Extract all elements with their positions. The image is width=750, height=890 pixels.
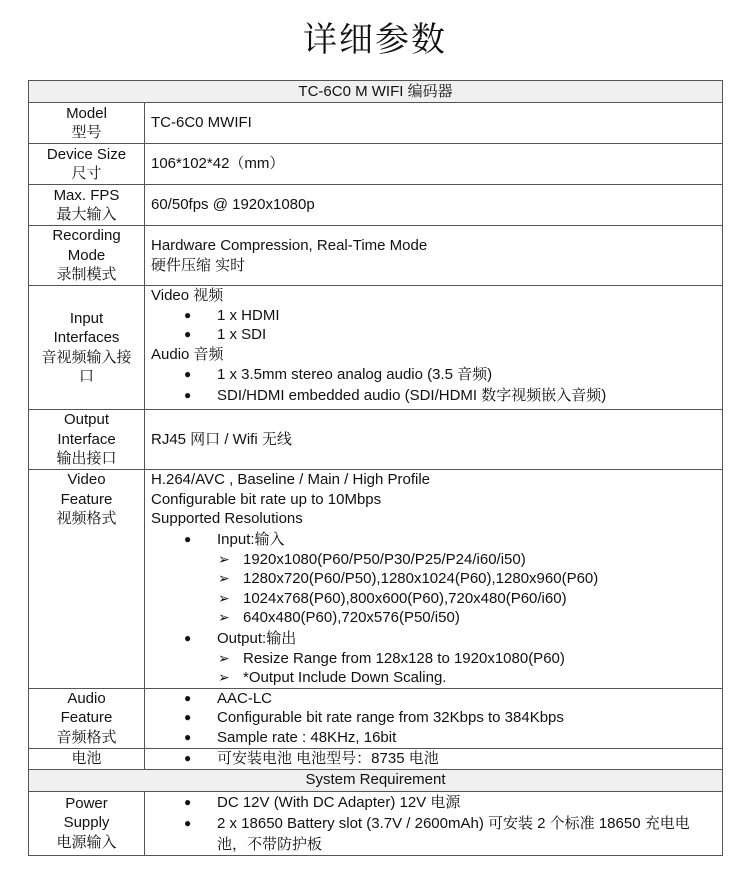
arrow-item: ➢ 640x480(P60),720x576(P50/i50): [151, 608, 716, 628]
recording-line: Hardware Compression, Real-Time Mode: [151, 237, 428, 254]
label-en: Supply: [63, 814, 110, 832]
spec-table: [28, 80, 723, 856]
label-zh: 型号: [71, 124, 102, 141]
label-zh: 音视频输入接: [41, 348, 132, 366]
row-label-output: [29, 410, 145, 470]
row-label-input: [29, 286, 145, 410]
feature-line: Configurable bit rate up to 10Mbps: [151, 490, 382, 508]
table-header-row: [29, 81, 723, 103]
table-row: [29, 688, 723, 748]
size-value: 106*102*42（mm）: [145, 144, 723, 185]
label-zh: 音频格式: [56, 728, 117, 746]
table-row: [29, 748, 723, 769]
output-value: RJ45 网口 / Wifi 无线: [145, 410, 723, 470]
label-en: Feature: [60, 709, 113, 727]
row-label-model: [29, 103, 145, 144]
bullet-item: ● AAC-LC: [151, 689, 716, 709]
label-en: Mode: [67, 246, 106, 264]
bullet-item: ● 1 x HDMI: [151, 306, 716, 326]
bullet-item: ● Output:输出: [151, 628, 716, 649]
label-zh: 最大输入: [56, 206, 117, 223]
video-heading: Video 视频: [151, 287, 224, 304]
table-row: [29, 286, 723, 410]
power-value: [145, 791, 723, 855]
bullet-item: ● Input:输入: [151, 529, 716, 550]
input-value: [145, 286, 723, 410]
label-en: Recording: [52, 227, 121, 245]
bullet-item: ● 1 x 3.5mm stereo analog audio (3.5 音频): [151, 364, 716, 385]
page-title: 详细参数: [303, 20, 447, 60]
bullet-item: ● 1 x SDI: [151, 325, 716, 345]
label-zh: 尺寸: [71, 165, 102, 182]
table-row: [29, 144, 723, 185]
label-en: Power: [65, 794, 108, 812]
bullet-item: ● 可安装电池 电池型号：8735 电池: [151, 749, 716, 769]
label-en: Model: [66, 104, 107, 122]
label-en: Audio: [67, 689, 106, 707]
fps-value: 60/50fps @ 1920x1080p: [145, 185, 723, 226]
row-label-fps: [29, 185, 145, 226]
label-en: Input: [69, 309, 104, 327]
audio-heading: Audio 音频: [151, 345, 224, 363]
row-label-recording: [29, 226, 145, 286]
row-label-power: [29, 791, 145, 855]
product-header: TC-6C0 M WIFI 编码器: [29, 81, 723, 103]
battery-value: [145, 748, 723, 769]
label-zh: 录制模式: [56, 266, 117, 284]
label-zh: 视频格式: [56, 510, 117, 527]
bullet-item: ● DC 12V (With DC Adapter) 12V 电源: [151, 792, 716, 813]
label-zh: 口: [78, 368, 94, 385]
recording-value: [145, 226, 723, 286]
label-en: Max. FPS: [53, 186, 120, 204]
bullet-item: ● SDI/HDMI embedded audio (SDI/HDMI 数字视频嵌入音频): [151, 385, 716, 406]
feature-line: H.264/AVC , Baseline / Main / High Profile: [151, 471, 431, 488]
table-row: [29, 226, 723, 286]
label-en: Feature: [60, 490, 113, 508]
row-label-audio-feature: [29, 688, 145, 748]
table-row: [29, 185, 723, 226]
feature-line: Supported Resolutions: [151, 510, 303, 527]
row-label-video-feature: [29, 470, 145, 689]
bullet-item: ● Configurable bit rate range from 32Kbps to 384Kbps: [151, 708, 716, 728]
bullet-item: ● 2 x 18650 Battery slot (3.7V / 2600mAh) 可安装 2 个标准 18650 充电电池，不带防护板: [151, 813, 716, 855]
label-en: Output: [63, 411, 110, 429]
label-en: Video: [67, 471, 106, 488]
table-row: [29, 410, 723, 470]
label-zh: 输出接口: [56, 450, 117, 468]
table-row: [29, 791, 723, 855]
table-row: [29, 103, 723, 144]
label-zh: 电源输入: [56, 833, 117, 851]
label-en: Device Size: [46, 145, 127, 163]
bullet-item: ● Sample rate : 48KHz, 16bit: [151, 728, 716, 748]
row-label-battery: 电池: [29, 748, 145, 769]
label-en: Interfaces: [53, 329, 120, 346]
arrow-item: ➢ *Output Include Down Scaling.: [151, 668, 716, 688]
model-value: TC-6C0 MWIFI: [145, 103, 723, 144]
audio-feature-value: [145, 688, 723, 748]
row-label-size: [29, 144, 145, 185]
label-en: Interface: [57, 430, 116, 448]
arrow-item: ➢ 1024x768(P60),800x600(P60),720x480(P60/i60): [151, 589, 716, 609]
arrow-item: ➢ 1920x1080(P60/P50/P30/P25/P24/i60/i50): [151, 550, 716, 570]
table-row: [29, 470, 723, 689]
arrow-item: ➢ Resize Range from 128x128 to 1920x1080(P60): [151, 649, 716, 669]
system-requirement-header: System Requirement: [29, 769, 723, 791]
arrow-item: ➢ 1280x720(P60/P50),1280x1024(P60),1280x960(P60): [151, 569, 716, 589]
recording-line: 硬件压缩 实时: [151, 256, 246, 274]
video-feature-value: [145, 470, 723, 689]
section-header-row: [29, 769, 723, 791]
